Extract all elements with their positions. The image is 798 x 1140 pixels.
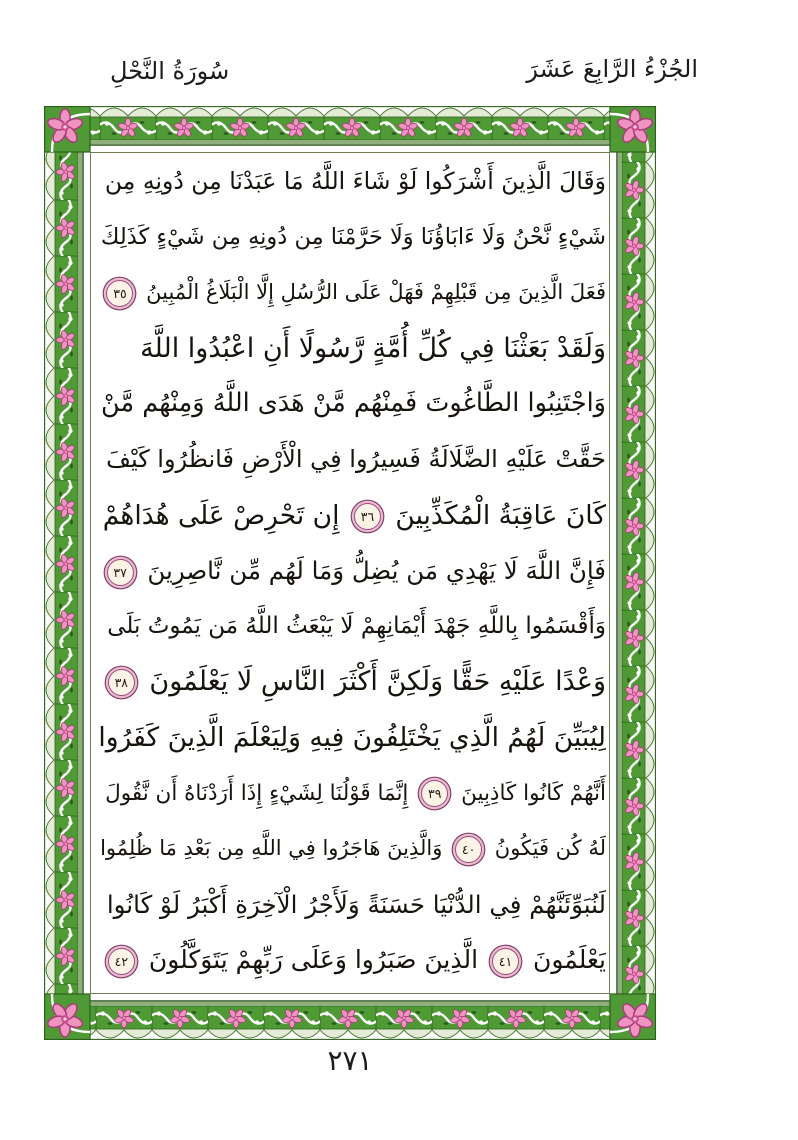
quran-text-segment: وَأَقْسَمُوا بِاللَّهِ جَهْدَ أَيْمَانِهِمْ لَا يَبْعَثُ اللَّهُ مَن يَمُوتُ بَلَى xyxy=(107,612,606,639)
quran-text-segment: وَاجْتَنِبُوا الطَّاغُوتَ فَمِنْهُم مَّنْ هَدَى اللَّهُ وَمِنْهُم مَّنْ xyxy=(101,388,606,419)
quran-text-segment: حَقَّتْ عَلَيْهِ الضَّلَالَةُ فَسِيرُوا فِي الْأَرْضِ فَانظُرُوا كَيْفَ xyxy=(106,444,606,473)
frame-band-bottom xyxy=(44,998,656,1040)
quran-text-segment: يَعْلَمُونَ xyxy=(532,945,606,975)
quran-line xyxy=(98,488,606,544)
quran-text-segment: وَالَّذِينَ هَاجَرُوا فِي اللَّهِ مِن بَعْدِ مَا ظُلِمُوا xyxy=(100,836,443,861)
frame-band-right xyxy=(614,106,656,1040)
quran-text-segment: فَعَلَ الَّذِينَ مِن قَبْلِهِمْ فَهَلْ عَلَى الرُّسُلِ إِلَّا الْبَلَاغُ الْمُبِينُ xyxy=(146,280,606,305)
quran-text-segment: أَنَّهُمْ كَانُوا كَاذِبِينَ xyxy=(461,780,606,806)
verse-number-medallion-icon: ٣٩ xyxy=(421,780,448,807)
quran-line xyxy=(98,821,606,877)
juz-title: الجُزْءُ الرَّابِعَ عَشَرَ xyxy=(526,55,698,83)
quran-text-segment: لَهُ كُن فَيَكُونُ xyxy=(494,836,606,861)
frame-corner-top-right xyxy=(610,106,656,152)
quran-text-segment: إِن تَحْرِصْ عَلَى هُدَاهُمْ xyxy=(102,499,340,531)
quran-text-block xyxy=(98,154,606,990)
quran-line xyxy=(98,376,606,432)
quran-line xyxy=(98,154,606,210)
quran-line xyxy=(98,654,606,710)
quran-line xyxy=(98,877,606,933)
quran-text-segment: وَلَقَدْ بَعَثْنَا فِي كُلِّ أُمَّةٍ رَّسُولًا أَنِ اعْبُدُوا اللَّهَ xyxy=(140,332,606,364)
page-number: ٢٧١ xyxy=(327,1044,373,1077)
quran-line xyxy=(98,432,606,488)
quran-line xyxy=(98,265,606,321)
quran-text-segment: وَقَالَ الَّذِينَ أَشْرَكُوا لَوْ شَاءَ اللَّهُ مَا عَبَدْنَا مِن دُونِهِ مِن xyxy=(104,167,606,195)
quran-line xyxy=(98,766,606,822)
quran-text-segment: كَانَ عَاقِبَةُ الْمُكَذِّبِينَ xyxy=(395,499,606,531)
verse-number-medallion-icon: ٣٦ xyxy=(354,503,381,530)
verse-number-medallion-icon: ٣٨ xyxy=(108,669,135,696)
quran-text-segment: شَيْءٍ نَّحْنُ وَلَا ءَابَاؤُنَا وَلَا حَرَّمْنَا مِن دُونِهِ مِن شَيْءٍ كَذَلِكَ xyxy=(100,223,606,250)
quran-text-segment: لَنُبَوِّئَنَّهُمْ فِي الدُّنْيَا حَسَنَةً وَلَأَجْرُ الْآخِرَةِ أَكْبَرُ لَوْ كَانُوا xyxy=(106,889,606,919)
frame-corner-bottom-right xyxy=(610,994,656,1040)
frame-corner-bottom-left xyxy=(44,994,90,1040)
quran-text-segment: وَعْدًا عَلَيْهِ حَقًّا وَلَكِنَّ أَكْثَرَ النَّاسِ لَا يَعْلَمُونَ xyxy=(149,666,606,698)
quran-line xyxy=(98,932,606,988)
frame-band-top xyxy=(44,106,656,148)
verse-number-medallion-icon: ٣٥ xyxy=(106,280,133,307)
frame-corner-top-left xyxy=(44,106,90,152)
quran-line xyxy=(98,210,606,266)
quran-text-segment: إِنَّمَا قَوْلُنَا لِشَيْءٍ إِذَا أَرَدْنَاهُ أَن نَّقُولَ xyxy=(105,780,409,806)
quran-line xyxy=(98,710,606,766)
verse-number-medallion-icon: ٤١ xyxy=(492,948,519,975)
quran-text-segment: لِيُبَيِّنَ لَهُمُ الَّذِي يَخْتَلِفُونَ فِيهِ وَلِيَعْلَمَ الَّذِينَ كَفَرُوا xyxy=(98,721,606,753)
verse-number-medallion-icon: ٤٠ xyxy=(455,836,482,863)
quran-line xyxy=(98,321,606,377)
frame-band-left xyxy=(44,106,86,1040)
quran-line xyxy=(98,599,606,655)
quran-text-segment: فَإِنَّ اللَّهَ لَا يَهْدِي مَن يُضِلُّ وَمَا لَهُم مِّن نَّاصِرِينَ xyxy=(147,556,606,586)
verse-number-medallion-icon: ٣٧ xyxy=(107,559,134,586)
quran-line xyxy=(98,543,606,599)
quran-text-segment: الَّذِينَ صَبَرُوا وَعَلَى رَبِّهِمْ يَتَوَكَّلُونَ xyxy=(148,945,479,975)
surah-title: سُورَةُ النَّحْلِ xyxy=(110,57,230,85)
verse-number-medallion-icon: ٤٢ xyxy=(108,948,135,975)
